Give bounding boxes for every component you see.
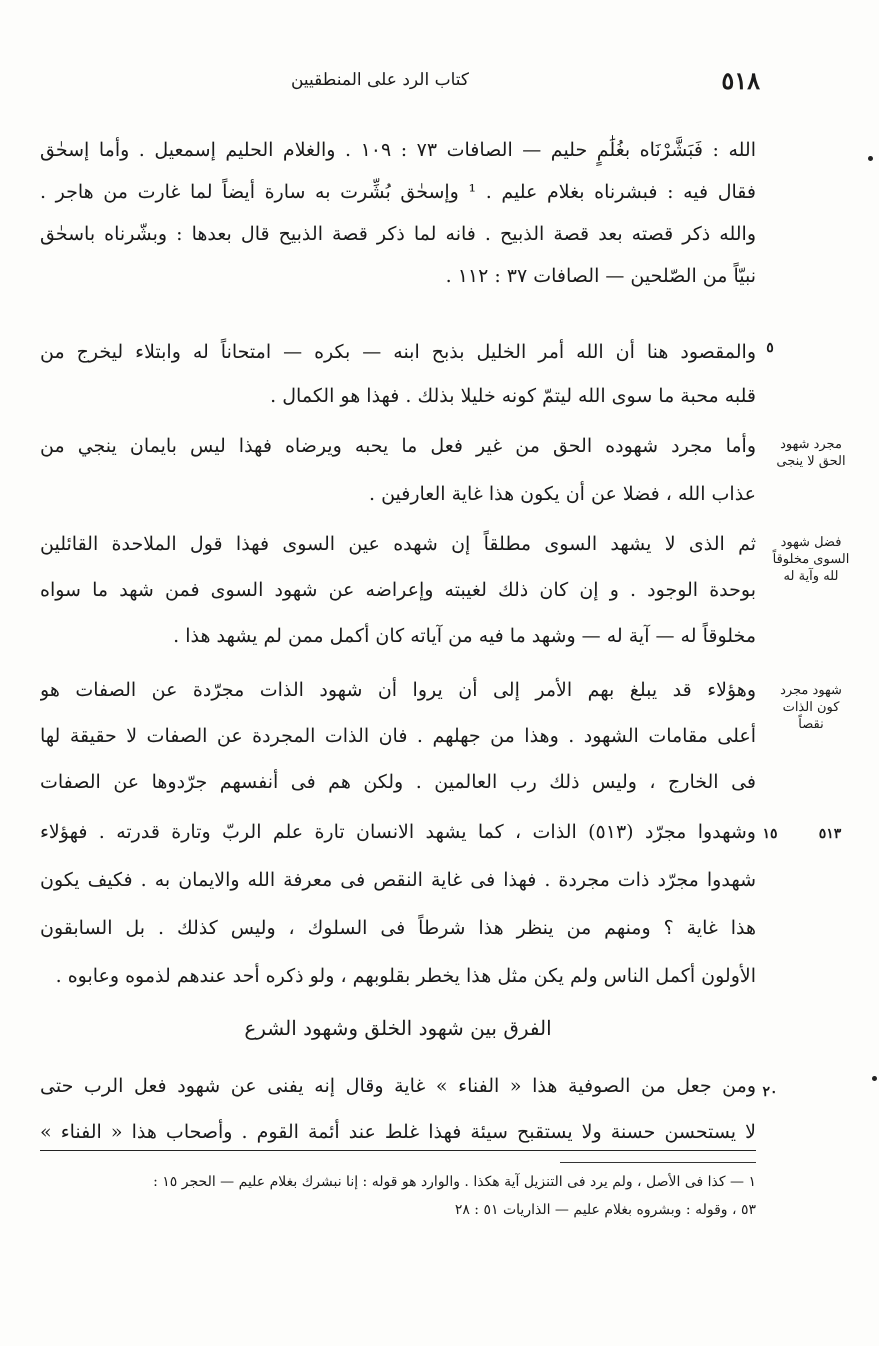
text-line: عذاب الله ، فضلا عن أن يكون هذا غاية العارفين . [368, 483, 756, 505]
text-line: وأما مجرد شهوده الحق من غير فعل ما يحبه ويرضاه فهذا ليس بايمان ينجي من [40, 435, 756, 457]
text-line: الله : فَبَشَّرْنَاه بغُلَٰمٍ حليم — الصافات ٧٣ : ١٠٩ . والغلام الحليم إسمعيل . وأما إسحٰق [40, 139, 756, 161]
text-line: والله ذكر قصته بعد قصة الذبيح . فانه لما ذكر قصة الذبيح قال بعدها : وبشّرناه باسحٰق [40, 223, 756, 245]
footnote-line: ١ — كذا فى الأصل ، ولم يرد فى التنزيل آية هكذا . والوارد هو قوله : إنا نبشرك بغلام عليم — الحجر ١٥ : [153, 1174, 756, 1190]
line-number: ٥ [766, 340, 774, 356]
text-line: الأولون أكمل الناس ولم يكن مثل هذا يخطر بقلوبهم ، ولو ذكره أحد عندهم لذموه وعابوه . [55, 965, 756, 987]
text-line: مخلوقاً له — آية له — وشهد ما فيه من آياته كان أكمل ممن لم يشهد هذا . [173, 625, 756, 647]
text-line: أعلى مقامات الشهود . وهذا من جهلهم . فان الذات المجردة عن الصفات لا حقيقة لها [40, 725, 756, 747]
running-title: كتاب الرد على المنطقيين [290, 70, 470, 90]
text-line: فقال فيه : فبشرناه بغلام عليم . ¹ وإسحٰق بُشِّرت به سارة أيضاً لما غارت من هاجر . [40, 181, 756, 203]
text-line: بوحدة الوجود . و إن كان ذلك لغيبته وإعراضه عن شهود السوى فمن شهد ما سواه [40, 579, 756, 601]
text-line: هذا غاية ؟ ومنهم من ينظر هذا شرطاً فى السلوك ، وليس كذلك . بل السابقون [40, 917, 756, 939]
text-line: ومن جعل من الصوفية هذا « الفناء » غاية وقال إنه يفنى عن شهود فعل الرب حتى [40, 1075, 756, 1097]
section-heading: الفرق بين شهود الخلق وشهود الشرع [244, 1016, 552, 1040]
body-text [40, 130, 756, 1000]
body-text-continued [40, 1066, 756, 1156]
manuscript-reference: ٥١٣ [818, 826, 842, 842]
text-line: وشهدوا مجرّد (٥١٣) الذات ، كما يشهد الانسان تارة علم الربّ وتارة قدرته . فهؤلاء [40, 821, 756, 843]
line-number: ٢٠ [762, 1084, 778, 1100]
margin-note: فضل شهود السوى مخلوقاً لله وآية له [772, 535, 850, 584]
margin-note: مجرد شهود الحق لا ينجى [776, 437, 846, 469]
scan-speck [868, 156, 873, 161]
footnote-divider [560, 1162, 756, 1163]
text-line: لا يستحسن حسنة ولا يستقبح سيئة فهذا غلط عند أئمة القوم . وأصحاب هذا « الفناء » [40, 1121, 756, 1143]
scan-speck [872, 1076, 877, 1081]
line-number: ١٥ [762, 826, 778, 842]
footnote-line: ٥٣ ، وقوله : وبشروه بغلام عليم — الذاريات ٥١ : ٢٨ [454, 1202, 756, 1218]
text-line: ثم الذى لا يشهد السوى مطلقاً إن شهده عين السوى فهذا قول الملاحدة القائلين [40, 533, 756, 555]
text-line: فى الخارج ، وليس ذلك رب العالمين . ولكن هم فى أنفسهم جرّدوها عن الصفات [40, 771, 756, 793]
text-line: قلبه محبة ما سوى الله ليتمّ كونه خليلا بذلك . فهذا هو الكمال . [270, 385, 756, 407]
margin-note: شهود مجرد كون الذات نقصاً [780, 683, 842, 732]
page-number: ٥١٨ [721, 66, 760, 95]
underline [40, 1150, 756, 1151]
text-line: شهدوا مجرّد ذات مجردة . فهذا فى غاية النقص فى معرفة الله والايمان به . فكيف يكون [40, 869, 756, 891]
text-line: وهؤلاء قد يبلغ بهم الأمر إلى أن يروا أن شهود الذات مجرّدة عن الصفات هو [40, 679, 756, 701]
text-line: نبيّاً من الصّلحين — الصافات ٣٧ : ١١٢ . [445, 265, 756, 287]
text-line: والمقصود هنا أن الله أمر الخليل بذبح ابنه — بكره — امتحاناً له وابتلاء ليخرج من [40, 341, 756, 363]
